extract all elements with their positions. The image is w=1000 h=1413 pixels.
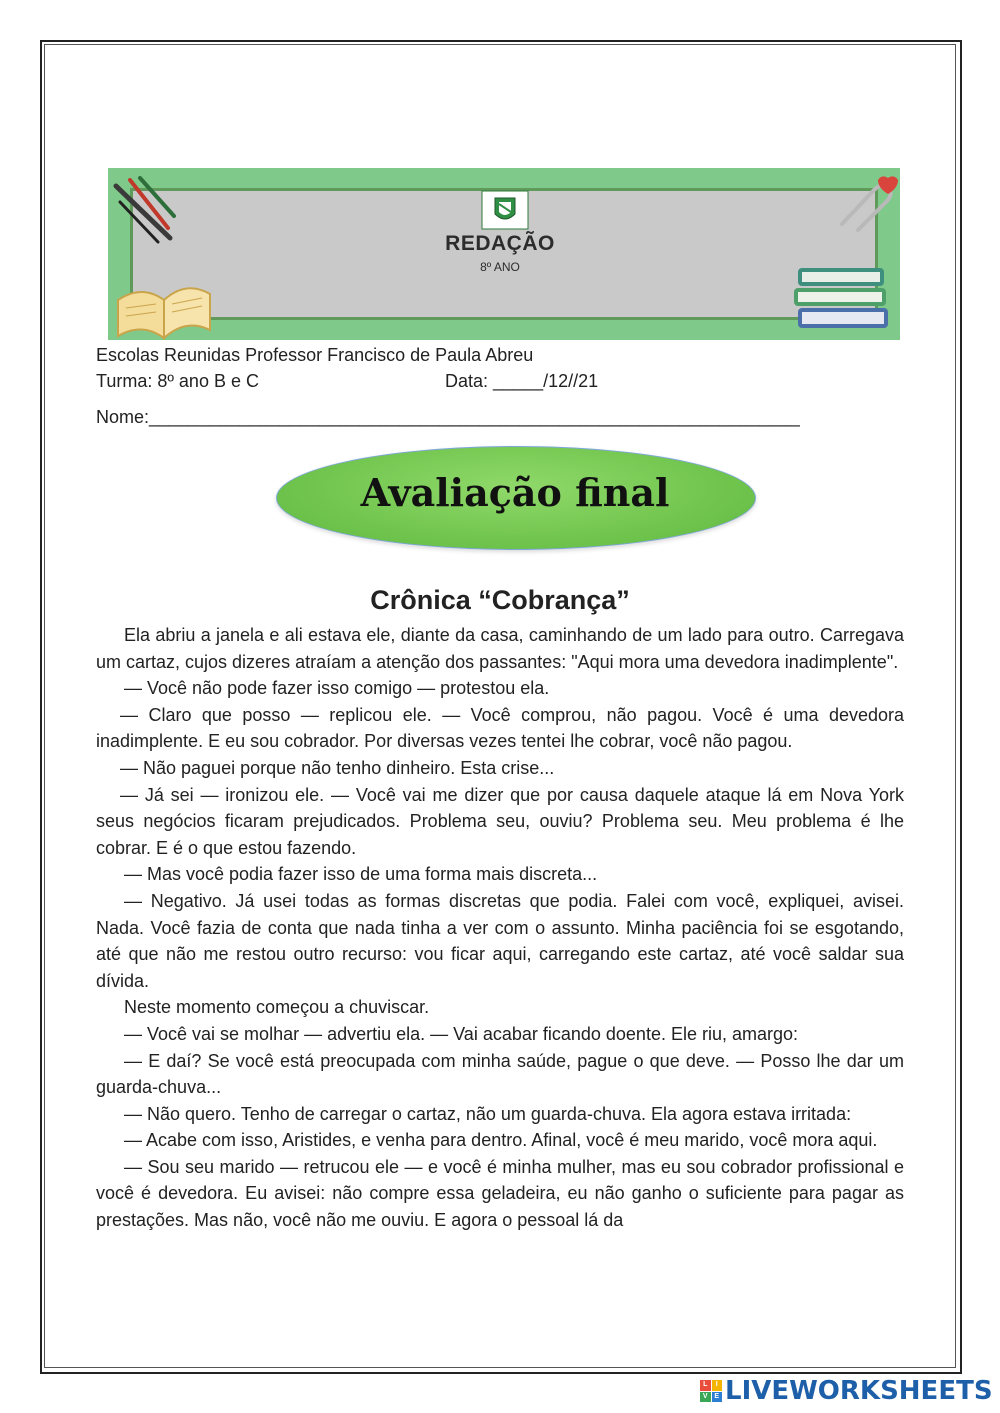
liveworksheets-text: LIVEWORKSHEETS xyxy=(725,1376,993,1406)
school-name: Escolas Reunidas Professor Francisco de Paula Abreu xyxy=(96,345,534,365)
story-paragraph: — Você vai se molhar — advertiu ela. — Vai acabar ficando doente. Ele riu, amargo: xyxy=(124,1023,799,1044)
story-paragraph: — Negativo. Já usei todas as formas discretas que podia. Falei com você, expliquei, avisei. Nada. Você fazia de conta que nada tinha a ver com o assunto. Minha paciência foi se esgotando, até que não me restou outro recurso: vou ficar aqui, carregando este cartaz, até você saldar sua dívida. xyxy=(96,890,904,991)
name-field[interactable]: Nome:_________________________________________________________________ xyxy=(96,407,800,427)
story-paragraph: — Claro que posso — replicou ele. — Você comprou, não pagou. Você é uma devedora inadimplente. E eu sou cobrador. Por diversas vezes tentei lhe cobrar, você não pagou. xyxy=(96,704,904,752)
banner-subtitle: 8º ANO xyxy=(480,260,520,274)
story-paragraph: — Já sei — ironizou ele. — Você vai me dizer que por causa daquele ataque lá em Nova York seus negócios ficaram prejudicados. Problema seu, ouviu? Problema seu. Meu problema é lhe cobrar. E é o que estou fazendo. xyxy=(96,784,904,858)
story-title: Crônica “Cobrança” xyxy=(370,585,630,615)
date-field[interactable]: Data: _____/12//21 xyxy=(445,371,599,391)
banner-title: REDAÇÃO xyxy=(445,232,555,255)
story-paragraph: — Não paguei porque não tenho dinheiro. Esta crise... xyxy=(120,757,555,778)
story-text xyxy=(96,622,904,1234)
story-paragraph: — Acabe com isso, Aristides, e venha para dentro. Afinal, você é meu marido, você mora aqui. xyxy=(124,1130,878,1151)
badge-letter: E xyxy=(712,1392,723,1403)
open-book-icon xyxy=(114,270,214,340)
stacked-books-icon xyxy=(792,264,892,334)
story-paragraph: — Não quero. Tenho de carregar o cartaz, não um guarda-chuva. Ela agora estava irritada: xyxy=(124,1103,852,1124)
paperclip-heart-icon xyxy=(832,172,900,232)
liveworksheets-badge xyxy=(700,1380,722,1402)
story-paragraph: — Mas você podia fazer isso de uma forma mais discreta... xyxy=(124,864,598,885)
pencils-icon xyxy=(110,176,180,246)
badge-letter: V xyxy=(700,1392,711,1403)
exam-title: Avaliação final xyxy=(360,470,670,515)
badge-letter: I xyxy=(712,1380,723,1391)
school-crest-icon xyxy=(481,190,529,230)
story-paragraph: — E daí? Se você está preocupada com minha saúde, pague o que deve. — Posso lhe dar um guarda-chuva... xyxy=(96,1050,904,1098)
badge-letter: L xyxy=(700,1380,711,1391)
story-paragraph: Ela abriu a janela e ali estava ele, diante da casa, caminhando de um lado para outro. Carregava um cartaz, cujos dizeres atraíam a atenção dos passantes: "Aqui mora uma devedora inadimplente". xyxy=(96,625,904,672)
story-paragraph: — Você não pode fazer isso comigo — protestou ela. xyxy=(124,678,550,699)
class-line: Turma: 8º ano B e C xyxy=(96,371,259,391)
story-paragraph: Neste momento começou a chuviscar. xyxy=(124,997,430,1018)
liveworksheets-logo[interactable] xyxy=(700,1376,993,1406)
story-paragraph: — Sou seu marido — retrucou ele — e você é minha mulher, mas eu sou cobrador profissional e você é devedora. Eu avisei: não compre essa geladeira, eu não ganho o suficiente para pagar as prestações. Mas não, você não me ouviu. E agora o pessoal lá da xyxy=(96,1156,904,1231)
